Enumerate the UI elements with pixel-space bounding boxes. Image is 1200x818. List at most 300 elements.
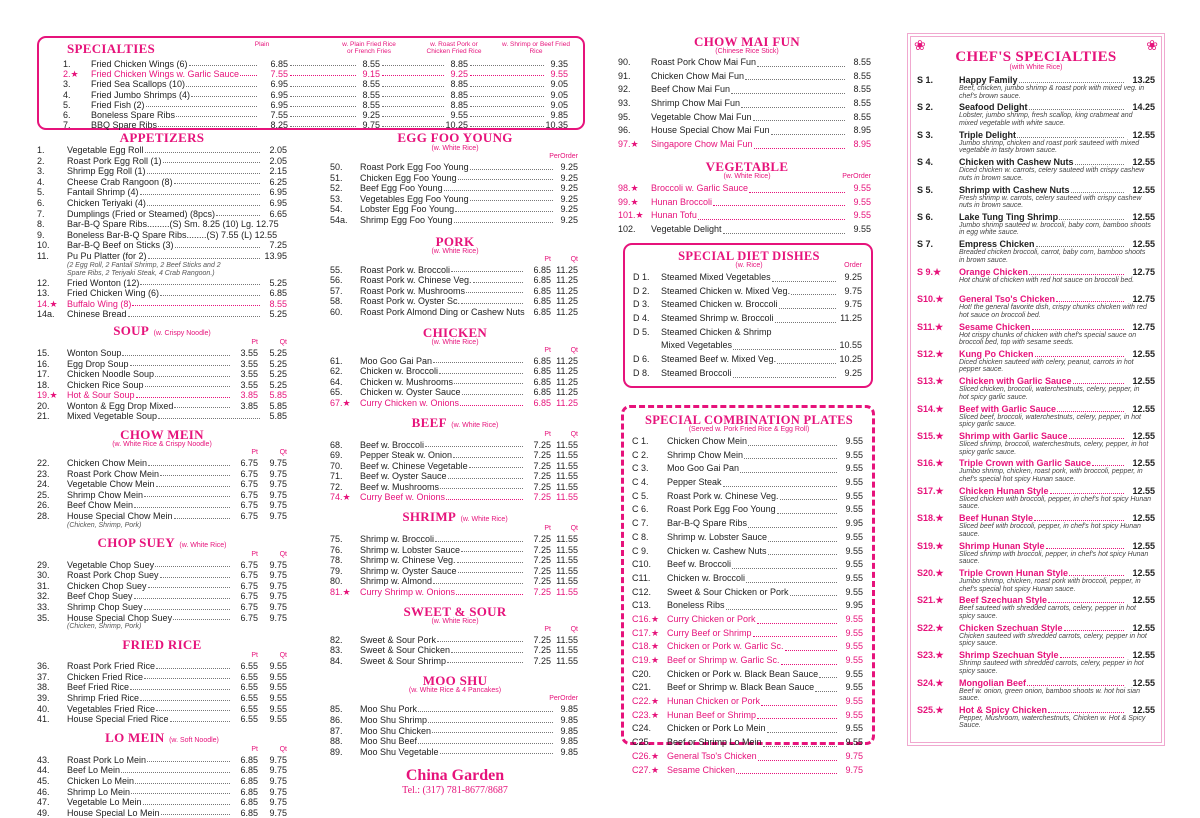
menu-item[interactable] <box>632 558 866 572</box>
item-name: Boneless Bar-B-Q Spare Ribs........(S) 7.55 (L) 12.55 <box>67 229 278 240</box>
item-price: 9.25 <box>560 183 578 194</box>
item-price: 8.55 <box>362 99 380 110</box>
menu-item[interactable] <box>330 492 580 503</box>
menu-item[interactable] <box>37 581 287 592</box>
item-number: S25.★ <box>917 704 944 715</box>
chef-special-item[interactable] <box>917 623 1155 650</box>
item-price: 9.55 <box>853 196 871 207</box>
chef-special-item[interactable] <box>917 130 1155 157</box>
menu-item[interactable] <box>330 566 580 577</box>
item-price: 9.75 <box>269 500 287 511</box>
item-number: 18. <box>37 379 50 390</box>
dot-leader <box>144 490 230 498</box>
menu-item[interactable] <box>330 471 580 482</box>
item-price: 7.25 <box>269 240 287 251</box>
item-price: 9.05 <box>550 79 568 90</box>
menu-item[interactable] <box>330 715 580 726</box>
price-column-headers <box>37 652 287 661</box>
chef-special-item[interactable] <box>917 102 1155 129</box>
menu-item[interactable] <box>618 70 876 84</box>
item-price-pint: 7.25 <box>533 450 551 461</box>
item-number: 31. <box>37 580 50 591</box>
menu-item[interactable] <box>633 367 865 381</box>
menu-item[interactable] <box>632 531 866 545</box>
item-number: 19.★ <box>37 390 58 401</box>
menu-item[interactable] <box>330 387 580 398</box>
menu-item[interactable] <box>330 587 580 598</box>
menu-item[interactable] <box>37 479 287 490</box>
menu-item[interactable] <box>63 100 568 110</box>
item-price: 9.85 <box>560 704 578 715</box>
menu-item[interactable] <box>633 285 865 299</box>
menu-item[interactable] <box>618 182 876 196</box>
menu-item[interactable] <box>37 187 287 198</box>
menu-item[interactable] <box>63 59 568 69</box>
chef-special-item[interactable] <box>917 678 1155 705</box>
menu-item[interactable] <box>330 265 580 276</box>
dot-leader <box>1036 239 1124 247</box>
menu-item[interactable] <box>330 736 580 747</box>
chef-special-item[interactable] <box>917 541 1155 568</box>
menu-item[interactable] <box>632 435 866 449</box>
item-name: Chicken with Cashew Nuts <box>959 157 1074 168</box>
item-price: 9.55 <box>853 182 871 193</box>
menu-item[interactable] <box>330 440 580 451</box>
dot-leader <box>745 70 845 81</box>
menu-item[interactable] <box>37 240 287 251</box>
item-price: 9.55 <box>269 703 287 714</box>
menu-item[interactable] <box>37 177 287 188</box>
item-price: 11.25 <box>556 397 578 408</box>
item-name: Shrimp Egg Foo Young <box>360 214 453 225</box>
item-price-pint: 6.55 <box>240 703 258 714</box>
menu-item[interactable] <box>632 545 866 559</box>
dot-leader <box>1069 431 1124 439</box>
menu-item[interactable] <box>330 726 580 737</box>
chef-special-item[interactable] <box>917 513 1155 540</box>
dot-leader <box>433 576 523 584</box>
menu-item[interactable] <box>618 97 876 111</box>
menu-item[interactable] <box>633 271 865 285</box>
menu-item[interactable] <box>37 288 287 299</box>
dot-leader <box>130 682 230 690</box>
menu-item[interactable] <box>330 366 580 377</box>
menu-item[interactable] <box>37 209 287 220</box>
item-note: (Chicken, Shrimp, Pork) <box>67 623 142 631</box>
menu-item[interactable] <box>330 704 580 715</box>
menu-item[interactable] <box>632 490 866 504</box>
menu-item[interactable] <box>37 411 287 422</box>
menu-item[interactable] <box>330 173 580 184</box>
item-name: Beef Chow Mai Fun <box>651 84 731 95</box>
egg-foo-young-title: EGG FOO YOUNG <box>397 130 513 145</box>
menu-item[interactable] <box>633 298 865 312</box>
menu-item[interactable] <box>37 198 287 209</box>
menu-item[interactable] <box>37 787 287 798</box>
item-number: 25. <box>37 489 50 500</box>
item-number: 52. <box>330 183 343 194</box>
item-price: 9.55 <box>550 69 568 80</box>
item-name-line <box>67 348 231 359</box>
item-price: 9.75 <box>845 750 863 761</box>
menu-item[interactable] <box>632 722 866 736</box>
item-number: 75. <box>330 534 343 545</box>
menu-item[interactable] <box>330 296 580 307</box>
chow-mein-title: CHOW MEIN <box>120 427 204 443</box>
item-name: Cheese Crab Rangoon (8) <box>67 176 173 187</box>
menu-item[interactable] <box>37 219 287 230</box>
menu-item[interactable] <box>37 808 287 818</box>
item-name: Triple Delight <box>959 129 1017 140</box>
item-name: Sesame Chicken <box>667 764 736 775</box>
menu-item[interactable] <box>330 635 580 646</box>
menu-item[interactable] <box>632 709 866 723</box>
menu-item[interactable] <box>37 145 287 156</box>
item-price: 9.75 <box>844 285 862 296</box>
dot-leader <box>1029 102 1124 110</box>
item-price: 9.55 <box>845 613 863 624</box>
dot-leader <box>744 449 837 460</box>
dot-leader <box>698 209 845 220</box>
appetizers-title: APPETIZERS <box>119 130 205 145</box>
menu-item[interactable] <box>37 401 287 412</box>
dot-leader <box>189 59 257 66</box>
menu-item[interactable] <box>37 230 287 241</box>
menu-item[interactable] <box>330 356 580 367</box>
chow-mai-fun-title: CHOW MAI FUN <box>694 34 800 49</box>
item-description: Jumbo shrimp, chicken and roast pork sauteed with mixed vegetable in tasty brown sauce. <box>959 139 1140 155</box>
menu-item[interactable] <box>37 348 287 359</box>
dot-leader <box>470 106 544 107</box>
chef-special-item[interactable] <box>917 376 1155 403</box>
menu-item[interactable] <box>37 299 287 310</box>
menu-item[interactable] <box>632 586 866 600</box>
chef-special-item[interactable] <box>917 239 1155 266</box>
menu-item[interactable] <box>330 215 580 226</box>
menu-item[interactable] <box>632 449 866 463</box>
item-number: 80. <box>330 576 343 587</box>
chef-special-item[interactable] <box>917 404 1155 431</box>
dot-leader <box>146 100 257 107</box>
menu-item[interactable] <box>330 398 580 409</box>
menu-item[interactable] <box>330 286 580 297</box>
menu-item[interactable] <box>632 517 866 531</box>
dot-leader <box>470 116 544 117</box>
item-number: 91. <box>618 70 631 81</box>
item-name: Roast Pork Egg Foo Young <box>667 504 776 515</box>
chef-special-item[interactable] <box>917 322 1155 349</box>
item-price: 9.55 <box>845 627 863 638</box>
lo-mein-list <box>37 746 287 818</box>
item-price: 9.55 <box>845 504 863 515</box>
item-number: 56. <box>330 275 343 286</box>
chef-special-item[interactable] <box>917 75 1155 102</box>
menu-item[interactable] <box>37 704 287 715</box>
menu-item[interactable] <box>632 736 866 750</box>
price-column-headers <box>330 525 580 534</box>
menu-item[interactable] <box>330 450 580 461</box>
menu-item[interactable] <box>37 390 287 401</box>
chef-special-item[interactable] <box>917 595 1155 622</box>
item-number: C 9. <box>632 545 649 556</box>
item-price: 9.55 <box>845 737 863 748</box>
item-name: Shrimp with Cashew Nuts <box>959 184 1070 195</box>
menu-item[interactable] <box>330 534 580 545</box>
dot-leader <box>140 693 230 701</box>
item-name: Wonton Soup <box>67 347 122 358</box>
menu-item[interactable] <box>63 110 568 120</box>
menu-item[interactable] <box>330 747 580 758</box>
item-name: Moo Goo Gai Pan <box>667 463 740 474</box>
menu-item[interactable] <box>330 576 580 587</box>
flower-ornament-icon: ❀ <box>914 37 926 53</box>
item-name-line <box>67 581 231 592</box>
menu-item[interactable] <box>632 695 866 709</box>
menu-item[interactable] <box>37 591 287 602</box>
menu-item[interactable] <box>37 359 287 370</box>
menu-item[interactable] <box>618 111 876 125</box>
menu-item[interactable] <box>330 377 580 388</box>
item-name-line <box>360 645 524 656</box>
item-price: 9.55 <box>845 545 863 556</box>
dot-leader <box>780 490 837 501</box>
menu-item[interactable] <box>37 672 287 683</box>
item-price: 9.25 <box>560 204 578 215</box>
menu-item[interactable] <box>37 765 287 776</box>
item-number: 97.★ <box>618 139 639 150</box>
chef-special-item[interactable] <box>917 185 1155 212</box>
item-name: House Special Lo Mein <box>67 807 160 818</box>
item-name-line <box>67 787 231 798</box>
chef-special-item[interactable] <box>917 212 1155 239</box>
dot-leader <box>470 96 544 97</box>
menu-item[interactable] <box>37 661 287 672</box>
beef-heading <box>330 414 580 431</box>
menu-item[interactable] <box>330 656 580 667</box>
menu-item[interactable] <box>37 560 287 571</box>
menu-item[interactable] <box>330 183 580 194</box>
menu-item[interactable] <box>632 640 866 654</box>
dot-leader <box>733 339 836 350</box>
menu-item[interactable] <box>37 613 287 624</box>
menu-item[interactable] <box>330 645 580 656</box>
item-name-line <box>360 461 524 472</box>
menu-item[interactable] <box>330 545 580 556</box>
menu-item[interactable] <box>37 797 287 808</box>
menu-item[interactable] <box>63 79 568 89</box>
item-number: 44. <box>37 765 50 776</box>
menu-item[interactable] <box>632 476 866 490</box>
menu-item[interactable] <box>63 120 568 130</box>
menu-item[interactable] <box>37 278 287 289</box>
menu-item[interactable] <box>37 755 287 766</box>
item-price: 6.95 <box>270 89 288 100</box>
item-price: 8.25 <box>270 120 288 131</box>
menu-item[interactable] <box>618 83 876 97</box>
menu-item[interactable] <box>632 681 866 695</box>
menu-item[interactable] <box>633 312 865 326</box>
item-name-line <box>67 458 231 469</box>
menu-item[interactable] <box>37 500 287 511</box>
chef-special-item[interactable] <box>917 458 1155 485</box>
menu-item[interactable] <box>37 511 287 522</box>
menu-item[interactable] <box>37 369 287 380</box>
item-price: 9.75 <box>269 807 287 818</box>
item-number: C 5. <box>632 490 649 501</box>
menu-item[interactable] <box>633 326 865 340</box>
menu-item[interactable] <box>330 204 580 215</box>
chef-special-item[interactable] <box>917 705 1155 732</box>
item-name: Roast Pork w. Oyster Sc. <box>360 296 461 307</box>
dot-leader <box>740 462 837 473</box>
item-number: S22.★ <box>917 622 944 633</box>
item-name: Roast Pork Chow Mein <box>67 468 160 479</box>
menu-item[interactable] <box>632 654 866 668</box>
menu-item[interactable] <box>37 380 287 391</box>
menu-item[interactable] <box>632 627 866 641</box>
combo-plates-title: SPECIAL COMBINATION PLATES <box>644 413 854 427</box>
menu-item[interactable] <box>330 482 580 493</box>
menu-item[interactable] <box>632 599 866 613</box>
dot-leader <box>144 672 230 680</box>
item-price-pint: 6.75 <box>240 602 258 612</box>
menu-item[interactable] <box>330 555 580 566</box>
menu-item[interactable] <box>330 194 580 205</box>
menu-item[interactable] <box>37 602 287 613</box>
menu-item[interactable] <box>37 693 287 704</box>
menu-item[interactable] <box>632 613 866 627</box>
item-description: Sliced shrimp with broccoli, pepper, in chef's hot spicy Hunan sauce. <box>959 550 1149 566</box>
chef-special-item[interactable] <box>917 267 1155 294</box>
item-name: Chicken w. Mushrooms <box>360 376 454 387</box>
menu-item[interactable] <box>37 166 287 177</box>
menu-item[interactable] <box>618 138 876 152</box>
item-name: Steamed Chicken & Shrimp <box>661 326 772 337</box>
dot-leader <box>156 661 230 669</box>
price-column-header: PerOrder <box>549 695 578 703</box>
item-name: Chicken with Garlic Sauce <box>959 376 1072 387</box>
item-price-pint: 6.85 <box>240 754 258 765</box>
item-number: 6. <box>63 109 71 120</box>
dot-leader <box>1034 513 1124 521</box>
item-name-line <box>651 83 846 97</box>
dot-leader <box>418 704 553 712</box>
menu-item[interactable] <box>618 124 876 138</box>
menu-item[interactable] <box>633 353 865 367</box>
item-name-line <box>67 776 231 787</box>
dot-leader <box>1029 267 1124 275</box>
menu-item[interactable] <box>330 307 580 318</box>
item-name: Fried Wonton (12) <box>67 277 140 288</box>
menu-item[interactable] <box>618 223 876 237</box>
menu-item[interactable] <box>37 776 287 787</box>
chef-special-item[interactable] <box>917 486 1155 513</box>
menu-item[interactable] <box>632 764 866 778</box>
item-price: 2.15 <box>269 166 287 177</box>
chef-special-item[interactable] <box>917 157 1155 184</box>
item-name: Sweet & Sour Chicken <box>360 645 451 656</box>
dot-leader <box>754 138 845 149</box>
menu-item[interactable] <box>632 572 866 586</box>
menu-item[interactable] <box>632 668 866 682</box>
price-column-headers <box>37 746 287 755</box>
item-number: S 5. <box>917 184 934 195</box>
vegetable-title: VEGETABLE <box>705 158 789 174</box>
menu-item[interactable] <box>633 339 865 353</box>
dot-leader <box>174 177 260 185</box>
item-name: Beef or Shrimp Lo Mein <box>667 737 762 748</box>
item-number: S19.★ <box>917 540 944 551</box>
menu-item[interactable] <box>330 275 580 286</box>
item-number: C 7. <box>632 518 649 529</box>
menu-item[interactable] <box>37 490 287 501</box>
item-name: Fried Chicken Wing (6) <box>67 288 160 299</box>
item-number: S17.★ <box>917 485 944 496</box>
pork-list <box>330 256 580 318</box>
menu-item[interactable] <box>37 251 287 262</box>
menu-item[interactable] <box>618 56 876 70</box>
price-column-header: Pt <box>251 652 258 660</box>
menu-item[interactable] <box>37 714 287 725</box>
menu-item[interactable] <box>63 69 568 79</box>
item-price: 9.25 <box>844 272 862 282</box>
item-name: Shrimp Chow Mein <box>667 449 744 460</box>
menu-item[interactable] <box>618 209 876 223</box>
dot-leader <box>446 492 523 500</box>
dot-leader <box>457 555 523 563</box>
menu-item[interactable] <box>37 156 287 167</box>
chop-suey-title: CHOP SUEY <box>97 534 175 550</box>
item-name: Chicken or Pork Lo Mein <box>667 723 766 734</box>
item-name-line <box>360 450 524 461</box>
menu-item[interactable] <box>330 461 580 472</box>
chef-special-item[interactable] <box>917 431 1155 458</box>
item-name-line <box>67 380 231 391</box>
item-name-line <box>67 693 231 704</box>
menu-item[interactable] <box>632 750 866 764</box>
item-description: Hot! the general favorite dish, crispy chunks chicken with red hot sauce on broccoli bed. <box>959 304 1147 319</box>
dot-leader <box>791 285 836 296</box>
menu-item[interactable] <box>37 570 287 581</box>
chef-special-item[interactable] <box>917 650 1155 677</box>
item-name-line <box>67 145 261 156</box>
dot-leader <box>1060 650 1124 658</box>
menu-item[interactable] <box>37 469 287 480</box>
item-name: House Special Chop Suey <box>67 612 173 623</box>
item-description: Jumbo shrimp sauteed w. broccoli, baby corn, bamboo shoots in egg white sauce. <box>959 221 1151 237</box>
item-name: Vegetable Delight <box>651 223 722 234</box>
item-number: 7. <box>37 208 45 219</box>
dot-leader <box>160 469 230 477</box>
menu-item[interactable] <box>37 458 287 469</box>
dot-leader <box>128 309 260 317</box>
menu-item[interactable] <box>63 90 568 100</box>
chef-special-item[interactable] <box>917 349 1155 376</box>
menu-item[interactable] <box>618 196 876 210</box>
menu-item[interactable] <box>330 162 580 173</box>
chef-special-item[interactable] <box>917 568 1155 595</box>
item-price: 9.55 <box>269 714 287 725</box>
dot-leader <box>1048 705 1124 713</box>
menu-item[interactable] <box>632 462 866 476</box>
menu-item[interactable] <box>632 503 866 517</box>
item-name-line <box>67 369 231 380</box>
menu-item[interactable] <box>37 309 287 320</box>
menu-item[interactable] <box>37 682 287 693</box>
specialties-box <box>37 36 585 130</box>
chef-special-item[interactable] <box>917 294 1155 321</box>
item-price: 11.25 <box>556 285 578 296</box>
